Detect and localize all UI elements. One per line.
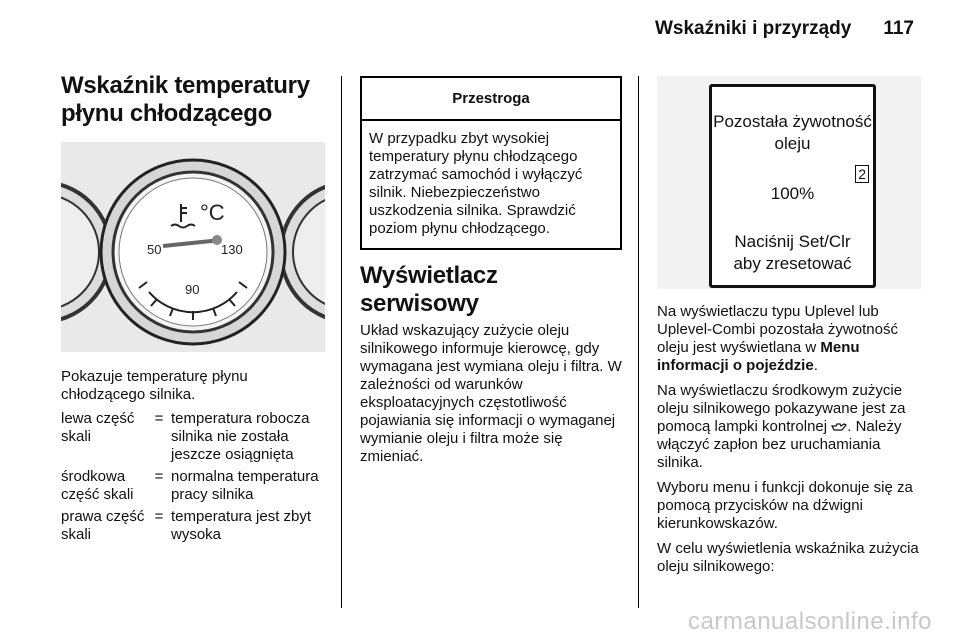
caution-title: Przestroga xyxy=(362,78,620,121)
definition-row xyxy=(61,410,325,464)
definition-desc: normalna temperatura pracy silnika xyxy=(171,468,319,503)
paragraph-text: Na wyświetlaczu środkowym zużycie oleju silnikowego pokazywane jest za pomocą lampki kontrolnej xyxy=(657,382,906,435)
menu-reference: Menu informacji o pojeździe xyxy=(657,339,860,374)
oil-life-percent: 100% xyxy=(770,184,815,203)
definition-term: środkowa część skali xyxy=(61,468,134,503)
caution-box xyxy=(360,76,622,250)
gauge-tick-label: 50 xyxy=(147,242,162,257)
gauge-unit: °C xyxy=(200,200,225,225)
gauge-tick-label: 90 xyxy=(185,282,200,297)
definition-equals: = xyxy=(154,468,164,485)
column-oil-life xyxy=(657,76,921,583)
definition-desc: temperatura jest zbyt wysoka xyxy=(171,508,312,543)
definition-term: lewa część skali xyxy=(61,410,135,445)
paragraph-menu-selection: Wyboru menu i funkcji dokonuje się za pomocą przycisków na dźwigni kierunkowskazów. xyxy=(657,479,913,532)
section-title: Wskaźniki i przyrządy xyxy=(654,18,852,39)
page-number: 117 xyxy=(883,18,914,39)
paragraph-show-indicator: W celu wyświetlenia wskaźnika zużycia oleju silnikowego: xyxy=(657,540,919,575)
paragraph-text: . Należy włączyć zapłon bez uruchamiania silnika. xyxy=(657,418,902,471)
definition-row xyxy=(61,508,325,544)
column-divider xyxy=(638,76,639,608)
caution-text: W przypadku zbyt wysokiej temperatury płynu chłodzącego zatrzymać samochód i wyłączyć silnik. Niebezpieczeństwo uszkodzenia silnika. Sprawdzić poziom płynu chłodzącego. xyxy=(369,130,583,237)
paragraph-text: . xyxy=(813,357,818,374)
definition-equals: = xyxy=(154,508,164,525)
service-display-body: Układ wskazujący zużycie oleju silnikowego informuje kierowcę, gdy wymagana jest wymiana oleju i filtra. W zależności od warunków eksploatacyjnych częstotliwość pojawiania się informacji o wymaganej wymianie oleju i filtra może się zmieniać. xyxy=(360,322,622,465)
paragraph-center-display xyxy=(657,382,921,472)
definition-list xyxy=(61,410,325,544)
coolant-gauge-illustration xyxy=(61,142,325,352)
service-display-heading: Wyświetlacz serwisowy xyxy=(360,262,498,317)
column-divider xyxy=(341,76,342,608)
column-service-display xyxy=(360,76,622,466)
paragraph-uplevel xyxy=(657,303,921,375)
reset-instruction-line2: aby zresetować xyxy=(733,254,852,273)
coolant-heading: Wskaźnik temperatury płynu chłodzącego xyxy=(61,72,310,127)
definition-term: prawa część skali xyxy=(61,508,145,543)
definition-equals: = xyxy=(154,410,164,427)
reset-instruction-line1: Naciśnij Set/Clr xyxy=(734,232,851,251)
oil-life-screen xyxy=(709,84,876,288)
gauge-tick-label: 130 xyxy=(221,242,243,257)
oil-life-title: Pozostała żywotność oleju xyxy=(713,112,872,153)
page-header xyxy=(655,18,914,40)
paragraph-text: Na wyświetlaczu typu Uplevel lub Uplevel-Combi pozostała żywotność oleju jest wyświetlana w xyxy=(657,303,898,356)
definition-row xyxy=(61,468,325,504)
definition-desc: temperatura robocza silnika nie została jeszcze osiągnięta xyxy=(171,410,310,463)
oil-life-display-illustration xyxy=(657,76,921,289)
column-coolant-gauge xyxy=(61,72,325,548)
coolant-intro: Pokazuje temperaturę płynu chłodzącego silnika. xyxy=(61,368,248,403)
oil-can-icon xyxy=(831,422,847,432)
watermark: carmanualsonline.info xyxy=(688,608,932,635)
page-indicator-badge: 2 xyxy=(855,165,869,183)
